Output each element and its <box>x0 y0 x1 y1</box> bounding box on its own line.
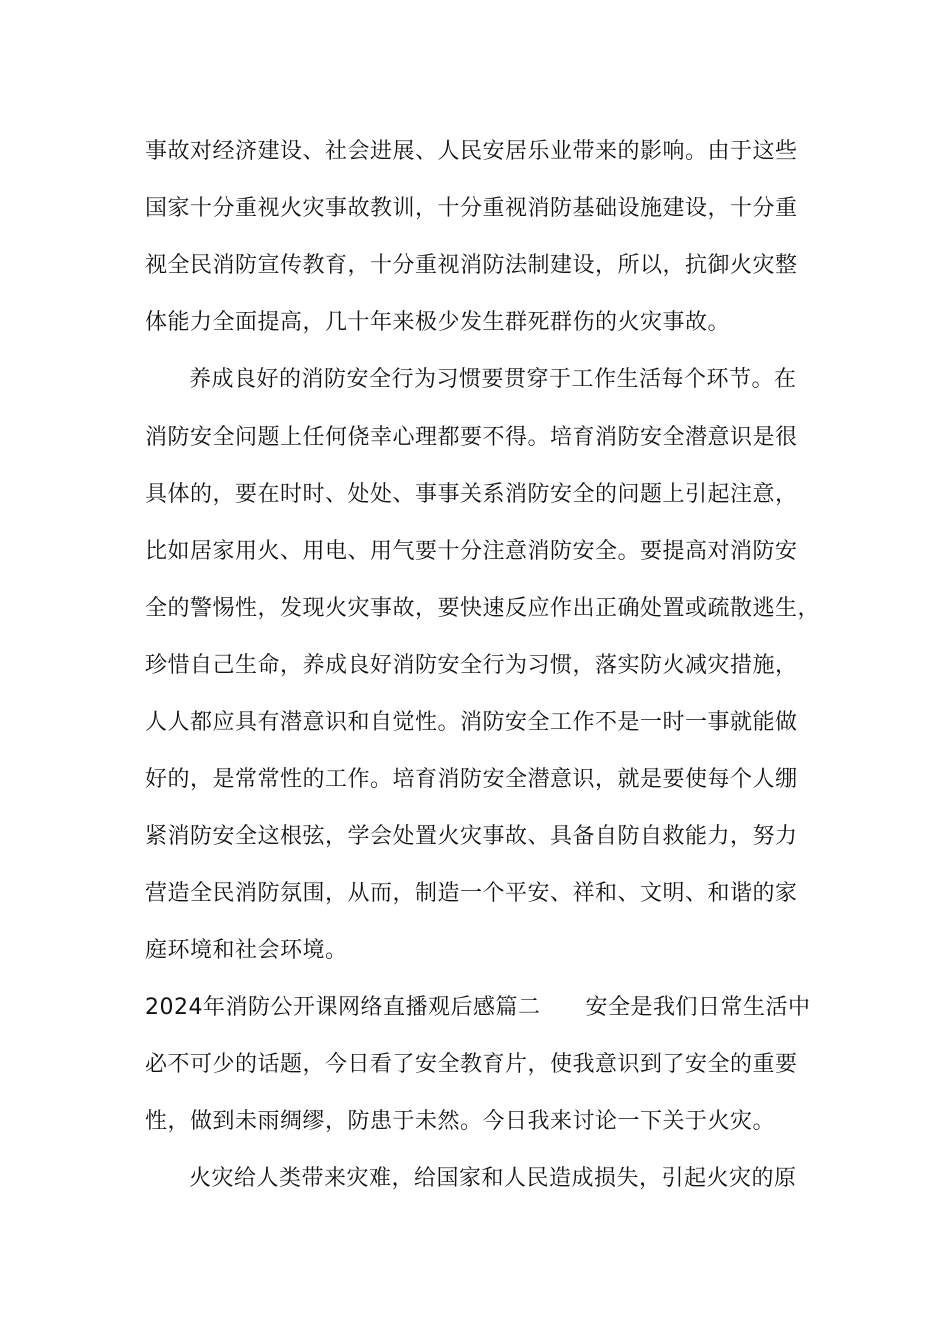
paragraph-line: 紧消防安全这根弦，学会处置火灾事故、具备自防自救能力，努力 <box>145 824 798 849</box>
paragraph-line: 人人都应具有潜意识和自觉性。消防安全工作不是一时一事就能做 <box>145 710 798 735</box>
paragraph-line: 国家十分重视火灾事故教训，十分重视消防基础设施建设，十分重 <box>145 196 798 221</box>
paragraph-line: 具体的，要在时时、处处、事事关系消防安全的问题上引起注意， <box>145 482 798 507</box>
paragraph-line: 比如居家用火、用电、用气要十分注意消防安全。要提高对消防安 <box>145 539 798 564</box>
paragraph-line: 性，做到未雨绸缪，防患于未然。今日我来讨论一下关于火灾。 <box>145 1109 776 1134</box>
paragraph-line: 好的，是常常性的工作。培育消防安全潜意识，就是要使每个人绷 <box>145 767 798 792</box>
paragraph-line: 消防安全问题上任何侥幸心理都要不得。培育消防安全潜意识是很 <box>145 425 798 450</box>
paragraph-line: 事故对经济建设、社会进展、人民安居乐业带来的影响。由于这些 <box>145 139 798 164</box>
section-heading-line: 2024年消防公开课网络直播观后感篇二 安全是我们日常生活中 <box>145 995 811 1020</box>
paragraph-line: 必不可少的话题，今日看了安全教育片，使我意识到了安全的重要 <box>145 1052 798 1077</box>
paragraph-line: 视全民消防宣传教育，十分重视消防法制建设，所以，抗御火灾整 <box>145 253 798 278</box>
paragraph-line: 营造全民消防氛围，从而，制造一个平安、祥和、文明、和谐的家 <box>145 881 798 906</box>
paragraph-line: 火灾给人类带来灾难，给国家和人民造成损失，引起火灾的原 <box>189 1166 797 1191</box>
paragraph-line: 全的警惕性，发现火灾事故，要快速反应作出正确处置或疏散逃生， <box>145 596 821 621</box>
paragraph-line: 珍惜自己生命，养成良好消防安全行为习惯，落实防火减灾措施， <box>145 653 798 678</box>
paragraph-line: 体能力全面提高，几十年来极少发生群死群伤的火灾事故。 <box>145 310 731 335</box>
paragraph-line: 养成良好的消防安全行为习惯要贯穿于工作生活每个环节。在 <box>189 367 797 392</box>
paragraph-line: 庭环境和社会环境。 <box>145 938 348 963</box>
